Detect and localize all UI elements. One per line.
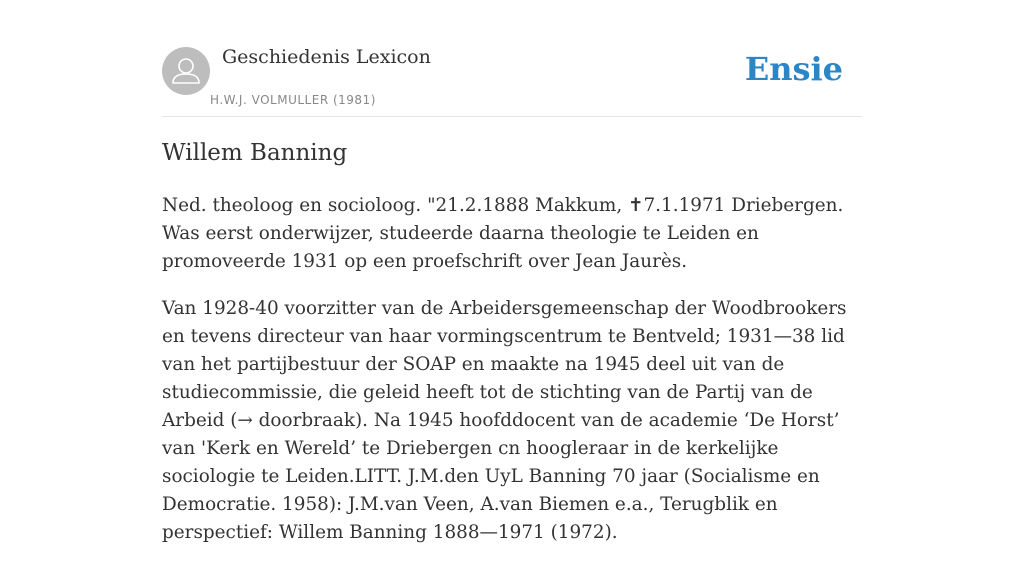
user-avatar-icon[interactable] <box>162 47 210 95</box>
entry-body <box>162 192 862 566</box>
entry-paragraph: Ned. theoloog en socioloog. "21.2.1888 Makkum, ✝7.1.1971 Driebergen. Was eerst onderwijzer, studeerde daarna theologie te Leiden en promoveerde 1931 op een proefschrift over Jean Jaurès. <box>162 195 844 272</box>
header <box>162 0 862 117</box>
page-container <box>162 0 862 543</box>
brand-logo[interactable]: Ensie <box>744 50 843 88</box>
entry-paragraph: Van 1928-40 voorzitter van de Arbeidersgemeenschap der Woodbrookers en tevens directeur van haar vormingscentrum te Bentveld; 1931—38 lid van het partijbestuur der SOAP en maakte na 1945 deel uit van de studiecommissie, die geleid heeft tot de stichting van de Partij van de Arbeid (→ doorbraak). Na 1945 hoofddocent van de academie ‘De Horst’ van 'Kerk en Wereld’ te Driebergen cn hoogleraar in de kerkelijke sociologie te Leiden.LITT. J.M.den UyL Banning 70 jaar (Socialisme en Democratie. 1958): J.M.van Veen, A.van Biemen e.a., Terugblik en perspectief: Willem Banning 1888—1971 (1972). <box>162 298 847 543</box>
entry-title: Willem Banning <box>162 140 348 166</box>
author-label[interactable]: H.W.J. VOLMULLER (1981) <box>210 93 376 107</box>
book-title[interactable]: Geschiedenis Lexicon <box>222 46 431 68</box>
